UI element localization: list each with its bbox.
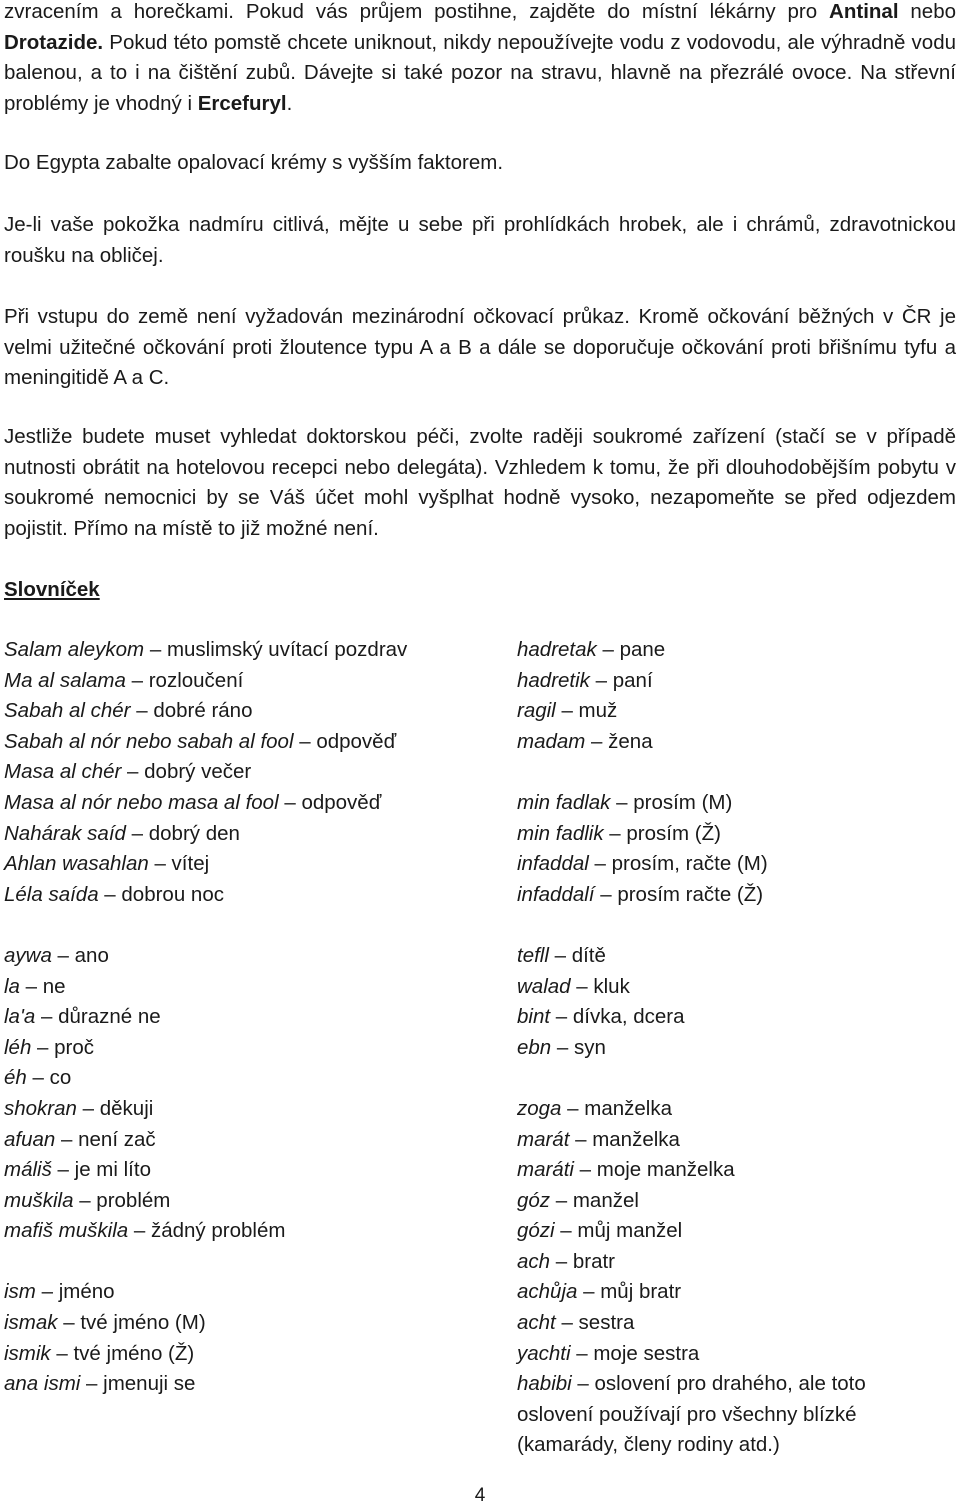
vocab-dash: – <box>561 1096 585 1120</box>
vocab-meaning: důrazné ne <box>58 1005 161 1029</box>
vocab-dash: – <box>569 1127 593 1151</box>
vocab-dash: – <box>35 1280 59 1304</box>
vocab-dash: – <box>50 1341 74 1365</box>
vocab-meaning: manžel <box>572 1188 639 1212</box>
vocab-meaning: odpověď <box>301 790 382 814</box>
vocab-entry <box>4 819 474 850</box>
vocab-entry <box>4 1033 474 1064</box>
text-run: nebo <box>898 0 956 23</box>
vocab-meaning: jméno <box>58 1280 115 1304</box>
vocab-dash: – <box>577 1280 601 1304</box>
vocab-word: Salam aleykom <box>4 638 145 661</box>
vocab-entry <box>517 941 937 972</box>
vocab-word: éh <box>4 1066 27 1090</box>
vocab-entry <box>517 1216 937 1247</box>
vocab-word: la <box>4 974 20 998</box>
vocab-dash: – <box>125 668 149 692</box>
vocab-meaning: prosím (Ž) <box>626 821 721 845</box>
vocab-group-gap <box>4 910 474 941</box>
vocab-meaning: děkuji <box>99 1096 154 1120</box>
vocab-entry <box>4 1002 474 1033</box>
vocab-meaning: je mi líto <box>74 1158 151 1182</box>
vocab-entry <box>517 696 937 727</box>
vocabulary-heading: Slovníček <box>4 578 100 601</box>
vocab-entry <box>4 1277 474 1308</box>
vocab-meaning: muslimský uvítací pozdrav <box>166 638 408 661</box>
vocab-meaning: jmenuji se <box>103 1372 196 1396</box>
vocab-word: walad <box>517 974 571 998</box>
vocab-word: léh <box>4 1035 32 1059</box>
vocab-entry <box>4 696 474 727</box>
vocab-word: yachti <box>517 1341 571 1365</box>
vocab-meaning: dítě <box>571 943 606 967</box>
vocab-dash: – <box>76 1096 100 1120</box>
vocab-entry <box>4 757 474 788</box>
vocab-word: Masa al chér <box>4 760 122 784</box>
vocab-dash: – <box>51 1158 75 1182</box>
vocab-meaning: žena <box>608 729 653 753</box>
vocab-dash: – <box>610 790 634 814</box>
vocab-entry <box>4 666 474 697</box>
vocab-dash: – <box>548 943 572 967</box>
vocab-dash: – <box>554 1219 578 1243</box>
vocab-dash: – <box>144 638 167 661</box>
vocab-word: acht <box>517 1311 556 1335</box>
vocab-entry <box>517 1125 937 1156</box>
vocab-dash: – <box>31 1035 55 1059</box>
vocab-meaning: dobrý den <box>148 821 240 845</box>
vocab-entry <box>4 1369 474 1400</box>
paragraph-sunscreen: Do Egypta zabalte opalovací krémy s vyšším faktorem. <box>4 151 504 174</box>
vocabulary-left-column <box>4 635 474 1400</box>
vocab-meaning: problém <box>96 1188 171 1212</box>
vocab-dash: – <box>571 1372 595 1396</box>
vocab-dash: – <box>596 638 620 661</box>
vocab-word: máliš <box>4 1158 52 1182</box>
vocab-word: maráti <box>517 1158 574 1182</box>
vocab-dash: – <box>121 760 145 784</box>
vocab-word: ismak <box>4 1311 58 1335</box>
vocab-dash: – <box>551 1035 575 1059</box>
vocab-word: ach <box>517 1249 551 1273</box>
vocab-word: tefll <box>517 943 549 967</box>
vocab-word: marát <box>517 1127 570 1151</box>
vocab-meaning: dobrou noc <box>121 882 224 906</box>
vocab-meaning: pane <box>619 638 666 661</box>
vocab-entry <box>517 1369 937 1461</box>
vocabulary-right-column <box>517 635 937 1461</box>
vocab-word: Ma al salama <box>4 668 126 692</box>
vocab-dash: – <box>603 821 627 845</box>
paragraph-vaccination: Při vstupu do země není vyžadován mezinárodní očkovací průkaz. Kromě očkování běžných v ČR je velmi užitečné očkování proti žloutence typu A a B a dále se doporučuje očkování proti břišnímu tyfu a meningitidě A a C. <box>4 305 956 389</box>
vocab-meaning: paní <box>612 668 653 692</box>
vocab-meaning: vítej <box>171 852 210 876</box>
vocab-entry <box>517 880 937 911</box>
vocab-entry <box>4 1063 474 1094</box>
vocab-entry <box>4 1308 474 1339</box>
vocab-dash: – <box>80 1372 104 1396</box>
vocab-word: ragil <box>517 699 556 723</box>
vocab-meaning: proč <box>54 1035 95 1059</box>
vocab-word: achůja <box>517 1280 578 1304</box>
vocab-dash: – <box>588 852 612 876</box>
vocab-word: min fadlik <box>517 821 604 845</box>
vocab-dash: – <box>278 790 302 814</box>
page-number: 4 <box>474 1485 486 1506</box>
vocab-meaning: muž <box>578 699 618 723</box>
vocab-entry <box>517 635 937 666</box>
vocab-entry <box>4 972 474 1003</box>
vocab-group-gap <box>517 910 937 941</box>
vocab-word: bint <box>517 1005 551 1029</box>
vocab-meaning: syn <box>574 1035 606 1059</box>
vocab-dash: – <box>594 882 618 906</box>
vocab-meaning: moje sestra <box>593 1341 700 1365</box>
vocab-dash: – <box>293 729 317 753</box>
vocab-group-gap <box>517 757 937 788</box>
paragraph-medical-care: Jestliže budete muset vyhledat doktorskou péči, zvolte raději soukromé zařízení (stačí se v případě nutnosti obrátit na hotelovou recepci nebo delegáta). Vzhledem k tomu, že při dlouhodobějším pobytu v soukromé nemocnici by se Váš účet mohl vyšplhat hodně vysoko, nezapomeňte se před odjezdem pojistit. Přímo na místě to již možné není. <box>4 425 956 540</box>
vocab-dash: – <box>550 1005 573 1029</box>
vocab-entry <box>517 1308 937 1339</box>
vocab-dash: – <box>19 974 43 998</box>
vocab-dash: – <box>570 1341 594 1365</box>
vocab-entry <box>517 788 937 819</box>
vocab-entry <box>4 1155 474 1186</box>
vocab-word: min fadlak <box>517 790 611 814</box>
vocab-dash: – <box>125 821 149 845</box>
vocab-meaning: ano <box>74 943 109 967</box>
text-run: . <box>286 91 293 115</box>
vocab-dash: – <box>57 1311 81 1335</box>
vocab-word: hadretak <box>517 638 597 661</box>
vocab-word: ism <box>4 1280 36 1304</box>
vocab-meaning: manželka <box>584 1096 673 1120</box>
vocab-entry <box>4 1186 474 1217</box>
vocab-dash: – <box>98 882 122 906</box>
vocab-entry <box>517 1339 937 1370</box>
vocab-meaning: dívka, dcera <box>572 1005 685 1029</box>
vocab-entry <box>4 727 474 758</box>
vocab-word: Sabah al nór nebo sabah al fool <box>4 729 294 753</box>
vocab-word: la'a <box>4 1005 36 1029</box>
vocab-meaning: moje manželka <box>596 1158 735 1182</box>
vocab-meaning: ne <box>42 974 66 998</box>
vocab-entry <box>4 1339 474 1370</box>
vocab-word: afuan <box>4 1127 56 1151</box>
vocab-word: mafiš muškila <box>4 1219 129 1243</box>
vocab-meaning: oslovení pro drahého, ale toto oslovení používají pro všechny blízké (kamarády, členy rodiny atd.) <box>517 1372 866 1457</box>
vocab-group-gap <box>4 1247 474 1278</box>
vocab-entry <box>517 849 937 880</box>
vocab-dash: – <box>585 729 609 753</box>
vocab-meaning: můj manžel <box>577 1219 683 1243</box>
vocab-entry <box>517 1186 937 1217</box>
vocab-word: ismik <box>4 1341 51 1365</box>
vocab-meaning: kluk <box>593 974 630 998</box>
vocab-entry <box>4 788 474 819</box>
vocab-entry <box>517 1002 937 1033</box>
vocab-entry <box>4 849 474 880</box>
vocab-meaning: prosím (M) <box>633 790 733 814</box>
text-run: zvracením a horečkami. Pokud vás průjem postihne, zajděte do místní lékárny pro <box>4 0 830 23</box>
vocab-dash: – <box>26 1066 50 1090</box>
paragraph-skin: Je-li vaše pokožka nadmíru citlivá, mějte u sebe při prohlídkách hrobek, ale i chrámů, zdravotnickou roušku na obličej. <box>4 213 956 267</box>
vocab-meaning: co <box>49 1066 72 1090</box>
vocab-meaning: prosím, račte (M) <box>611 852 768 876</box>
vocab-word: hadretik <box>517 668 590 692</box>
vocab-word: góz <box>517 1188 551 1212</box>
vocab-word: shokran <box>4 1096 77 1120</box>
vocab-entry <box>4 1125 474 1156</box>
vocab-dash: – <box>128 1219 151 1243</box>
vocab-word: infaddalí <box>517 882 595 906</box>
vocab-word: infaddal <box>517 852 589 876</box>
vocab-meaning: tvé jméno (M) <box>80 1311 206 1335</box>
vocab-meaning: prosím račte (Ž) <box>617 882 764 906</box>
vocab-word: zoga <box>517 1096 562 1120</box>
vocab-meaning: dobrý večer <box>144 760 252 784</box>
vocab-meaning: dobré ráno <box>153 699 253 723</box>
vocab-entry <box>517 972 937 1003</box>
vocab-dash: – <box>555 699 579 723</box>
vocab-word: muškila <box>4 1188 74 1212</box>
vocab-dash: – <box>555 1311 579 1335</box>
vocab-dash: – <box>35 1005 59 1029</box>
vocab-entry <box>517 666 937 697</box>
vocab-entry <box>4 1094 474 1125</box>
vocab-meaning: bratr <box>572 1249 616 1273</box>
vocab-dash: – <box>148 852 172 876</box>
vocab-dash: – <box>550 1249 573 1273</box>
vocab-dash: – <box>589 668 613 692</box>
vocab-dash: – <box>573 1158 597 1182</box>
vocab-entry <box>517 819 937 850</box>
vocab-meaning: sestra <box>578 1311 635 1335</box>
vocab-dash: – <box>73 1188 97 1212</box>
vocab-word: gózi <box>517 1219 555 1243</box>
vocab-word: habibi <box>517 1372 572 1396</box>
vocab-word: Sabah al chér <box>4 699 131 723</box>
vocab-word: Léla saída <box>4 882 99 906</box>
vocab-word: Ahlan wasahlan <box>4 852 149 876</box>
vocab-entry <box>4 880 474 911</box>
vocab-word: madam <box>517 729 586 753</box>
vocab-dash: – <box>570 974 594 998</box>
vocab-entry <box>4 635 474 666</box>
vocab-meaning: manželka <box>592 1127 680 1151</box>
vocab-meaning: odpověď <box>316 729 397 753</box>
vocab-group-gap <box>517 1063 937 1094</box>
vocab-entry <box>517 1155 937 1186</box>
vocab-entry <box>517 1247 937 1278</box>
vocab-entry <box>4 941 474 972</box>
vocab-meaning: žádný problém <box>150 1219 286 1243</box>
medicine-name: Drotazide. <box>4 30 104 54</box>
paragraph-health-advice <box>4 0 956 119</box>
vocab-word: ebn <box>517 1035 552 1059</box>
medicine-name: Ercefuryl <box>197 91 287 115</box>
vocab-word: Nahárak saíd <box>4 821 126 845</box>
vocab-entry <box>517 727 937 758</box>
vocab-meaning: tvé jméno (Ž) <box>73 1341 195 1365</box>
vocab-entry <box>517 1094 937 1125</box>
vocab-word: Masa al nór nebo masa al fool <box>4 790 279 814</box>
vocab-entry <box>517 1277 937 1308</box>
vocab-dash: – <box>55 1127 79 1151</box>
vocab-entry <box>4 1216 474 1247</box>
vocab-word: aywa <box>4 943 52 967</box>
vocab-meaning: můj bratr <box>600 1280 682 1304</box>
vocab-dash: – <box>550 1188 573 1212</box>
vocab-word: ana ismi <box>4 1372 81 1396</box>
vocab-entry <box>517 1033 937 1064</box>
text-run: Pokud této pomstě chcete uniknout, nikdy nepoužívejte vodu z vodovodu, ale výhradně vodu balenou, a to i na čištění zubů. Dávejte si také pozor na stravu, hlavně na přezrálé ovoce. Na střevní problémy je vhodný i <box>4 30 956 115</box>
vocab-dash: – <box>51 943 75 967</box>
medicine-name: Antinal <box>829 0 899 23</box>
vocab-meaning: rozloučení <box>148 668 244 692</box>
vocab-meaning: není zač <box>78 1127 156 1151</box>
vocab-dash: – <box>130 699 154 723</box>
